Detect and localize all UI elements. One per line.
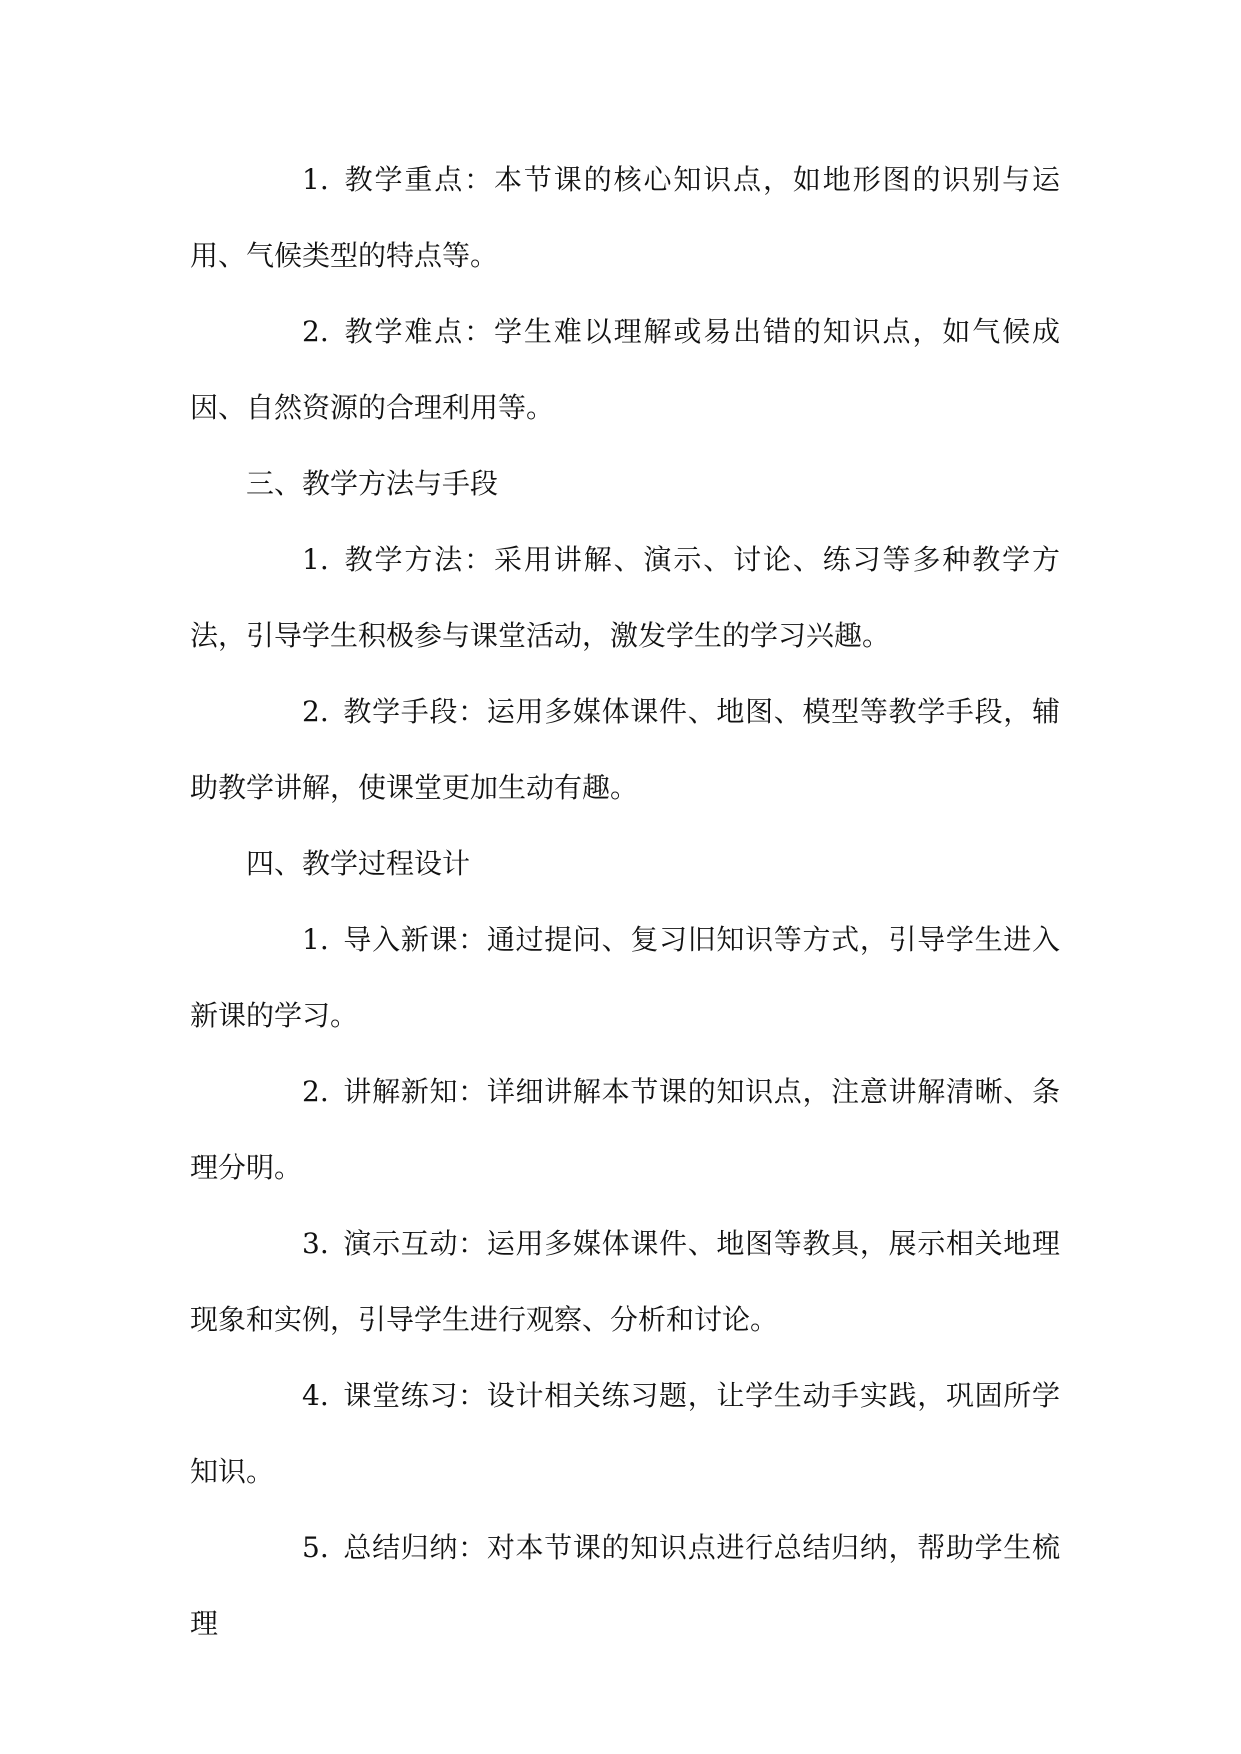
paragraph-text: 演示互动：运用多媒体课件、地图等教具，展示相关地理现象和实例，引导学生进行观察、分析和讨论。 <box>190 1227 1060 1336</box>
list-number: 2. <box>302 315 329 348</box>
paragraph-teaching-focus <box>190 142 1060 294</box>
list-number: 1. <box>302 543 329 576</box>
list-number: 3. <box>302 1227 329 1260</box>
paragraph-summary <box>190 1510 1060 1662</box>
list-number: 2. <box>302 1075 329 1108</box>
paragraph-introduction <box>190 902 1060 1054</box>
paragraph-text: 总结归纳：对本节课的知识点进行总结归纳，帮助学生梳理 <box>190 1531 1060 1640</box>
paragraph-teaching-means <box>190 674 1060 826</box>
section-heading-text: 四、教学过程设计 <box>246 847 471 880</box>
paragraph-teaching-difficulty <box>190 294 1060 446</box>
list-number: 5. <box>302 1531 329 1564</box>
paragraph-teaching-methods <box>190 522 1060 674</box>
list-number: 2. <box>302 695 329 728</box>
paragraph-text: 教学方法：采用讲解、演示、讨论、练习等多种教学方法，引导学生积极参与课堂活动，激发学生的学习兴趣。 <box>190 543 1060 652</box>
section-heading-methods <box>190 446 1060 522</box>
paragraph-text: 教学手段：运用多媒体课件、地图、模型等教学手段，辅助教学讲解，使课堂更加生动有趣。 <box>190 695 1060 804</box>
paragraph-new-knowledge <box>190 1054 1060 1206</box>
list-number: 1. <box>302 163 329 196</box>
section-heading-text: 三、教学方法与手段 <box>246 467 499 500</box>
paragraph-practice <box>190 1358 1060 1510</box>
list-number: 4. <box>302 1379 329 1412</box>
section-heading-process <box>190 826 1060 902</box>
paragraph-text: 课堂练习：设计相关练习题，让学生动手实践，巩固所学知识。 <box>190 1379 1060 1488</box>
paragraph-text: 教学重点：本节课的核心知识点，如地形图的识别与运用、气候类型的特点等。 <box>190 163 1060 272</box>
paragraph-demonstration <box>190 1206 1060 1358</box>
paragraph-text: 教学难点：学生难以理解或易出错的知识点，如气候成因、自然资源的合理利用等。 <box>190 315 1060 424</box>
paragraph-text: 讲解新知：详细讲解本节课的知识点，注意讲解清晰、条理分明。 <box>190 1075 1060 1184</box>
document-body <box>190 142 1060 1662</box>
paragraph-text: 导入新课：通过提问、复习旧知识等方式，引导学生进入新课的学习。 <box>190 923 1060 1032</box>
list-number: 1. <box>302 923 329 956</box>
